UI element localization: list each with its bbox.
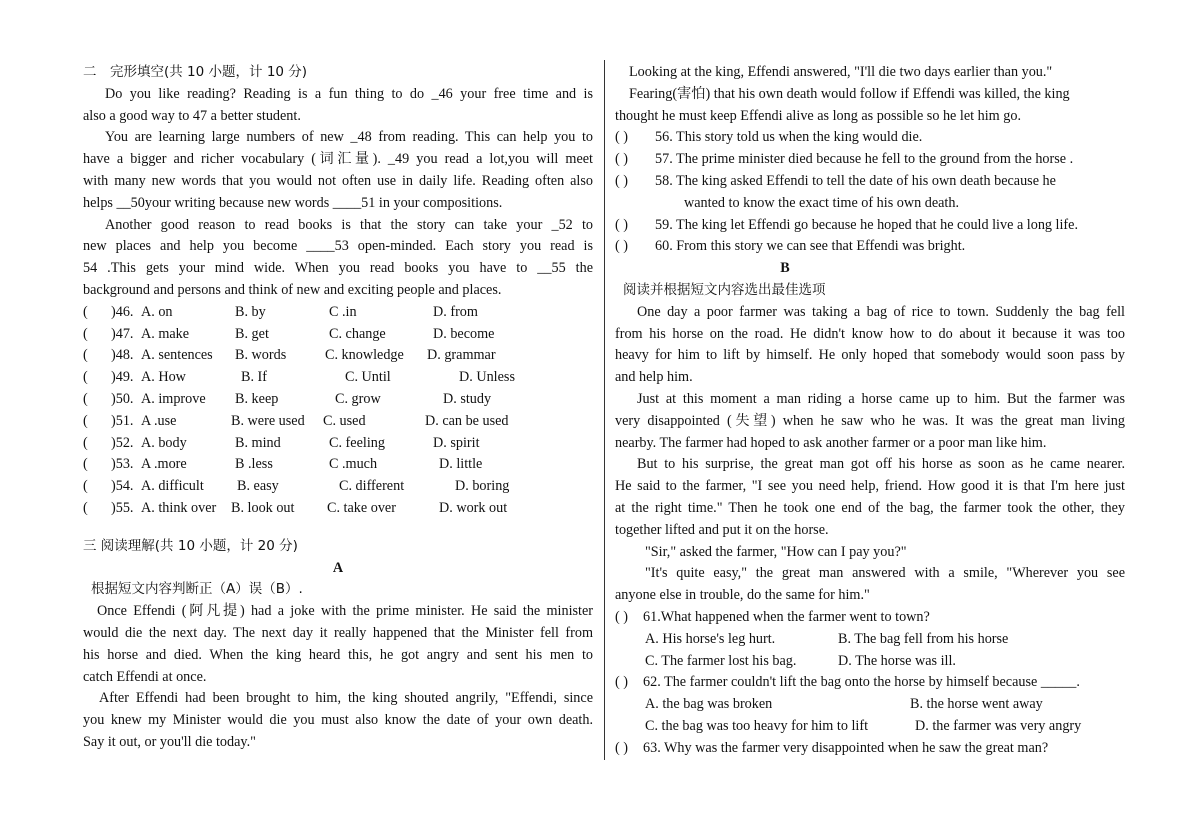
cloze-option-row [83,345,593,367]
option-a: A. make [141,325,190,342]
cloze-option-row [83,411,593,433]
passage-a-line-6: you knew my Minister would die you must also know the date of your own death. [83,712,593,729]
question-text: 56. This story told us when the king would die. [655,129,923,146]
option-c: C. different [339,478,405,495]
option-a: A. His horse's leg hurt. [645,630,776,647]
mc-question-63 [615,738,1125,760]
question-text: 63. Why was the farmer very disappointed when he saw the great man? [643,739,1049,756]
answer-blank[interactable]: ( ) [615,238,628,255]
option-d: D. boring [455,478,510,495]
mc-question-61 [615,607,1125,629]
question-text: 60. From this story we can see that Effendi was bright. [655,238,966,255]
passage-a-line-5: After Effendi had been brought to him, the king shouted angrily, "Effendi, since [99,690,593,707]
part-a-heading: A [332,559,344,576]
option-a: A .more [141,456,187,473]
answer-blank[interactable]: ( [83,303,88,320]
option-c: C. take over [327,499,396,516]
option-d: D. spirit [433,434,480,451]
answer-blank[interactable]: ( ) [615,674,628,691]
answer-blank[interactable]: ( ) [615,216,628,233]
option-b: B. get [235,325,269,342]
passage-b-line-4: and help him. [615,369,693,386]
option-d: D. The horse was ill. [838,652,956,669]
passage-a-line-7: Say it out, or you'll die today." [83,733,256,750]
option-b: B. The bag fell from his horse [838,630,1009,647]
cloze-option-row [83,367,593,389]
option-d: D. little [439,456,483,473]
cloze-section-title: 二 完形填空(共 10 小题，计 10 分) [83,64,308,80]
cloze-option-row [83,324,593,346]
option-c: C. used [323,412,366,429]
option-a: A. body [141,434,187,451]
answer-blank[interactable]: ( [83,499,88,516]
answer-blank[interactable]: ( [83,390,88,407]
option-b: B. look out [231,499,295,516]
tf-question-58-continued: wanted to know the exact time of his own death. [684,194,960,211]
answer-blank[interactable]: ( ) [615,739,628,756]
passage-b-line-10: at the right time." Then he took one end of the bag, the farmer took the other, they [615,499,1125,516]
cloze-line-5: with many new words that you would not often use in daily life. Reading often also [83,172,593,189]
cloze-line-9: 54 .This gets your mind wide. When you read books you have to __55 the [83,260,593,277]
passage-b-line-14: anyone else in trouble, do the same for him." [615,587,870,604]
cloze-option-row [83,302,593,324]
mc-61-options-ab [615,629,1125,651]
answer-blank[interactable]: ( [83,456,88,473]
option-c: C. change [329,325,386,342]
passage-b-line-11: together lifted and put it on the horse. [615,521,829,538]
option-c: C. grow [335,390,381,407]
passage-a-line-4: catch Effendi at once. [83,668,207,685]
answer-blank[interactable]: ( [83,412,88,429]
option-a: A. the bag was broken [645,696,773,713]
tf-question-57 [615,149,1125,171]
option-b: B. keep [235,390,279,407]
option-d: D. can be used [425,412,509,429]
option-b: B. If [241,369,268,386]
answer-blank[interactable]: ( [83,369,88,386]
option-c: C .much [329,456,378,473]
part-b-heading: B [780,260,790,277]
answer-blank[interactable]: ( ) [615,129,628,146]
option-b: B. were used [231,412,305,429]
option-d: D. from [433,303,478,320]
part-a-instructions: 根据短文内容判断正（A）误（B）. [91,581,303,598]
question-number: )49. [111,369,134,386]
answer-blank[interactable]: ( ) [615,608,628,625]
cloze-option-row [83,389,593,411]
question-number: )54. [111,478,134,495]
cloze-option-row [83,476,593,498]
option-a: A .use [141,412,177,429]
question-text: 57. The prime minister died because he fell to the ground from the horse . [655,151,1074,168]
option-d: D. study [443,390,492,407]
passage-b-line-13: "It's quite easy," the great man answered with a smile, "Wherever you see [645,565,1125,582]
mc-62-options-cd [615,716,1125,738]
option-a: A. on [141,303,173,320]
passage-a-cont-line-3: thought he must keep Effendi alive as long as possible so he let him go. [615,107,1021,124]
answer-blank[interactable]: ( [83,478,88,495]
question-number: )47. [111,325,134,342]
right-column [615,62,1125,760]
passage-a-line-2: would die the next day. The next day it really happened that the Minister fell from [83,624,593,641]
question-number: )52. [111,434,134,451]
question-number: )53. [111,456,134,473]
cloze-line-2: also a good way to 47 a better student. [83,107,301,124]
tf-question-59 [615,215,1125,237]
passage-b-line-5: Just at this moment a man riding a horse came up to him. But the farmer was [637,390,1125,407]
question-number: )46. [111,303,134,320]
cloze-line-10: background and persons and think of new and exciting people and places. [83,281,502,298]
answer-blank[interactable]: ( [83,325,88,342]
answer-blank[interactable]: ( ) [615,172,628,189]
option-c: C. Until [345,369,391,386]
option-c: C. the bag was too heavy for him to lift [645,717,869,734]
cloze-options-list [83,302,593,520]
cloze-line-8: new places and help you become ____53 open-minded. Each story you read is [83,238,593,255]
option-a: A. How [141,369,186,386]
option-b: B. by [235,303,266,320]
cloze-option-row [83,498,593,520]
question-number: )51. [111,412,134,429]
reading-section-title: 三 阅读理解(共 10 小题，计 20 分) [83,537,298,554]
question-text: 61.What happened when the farmer went to town? [643,608,930,625]
option-c: C. feeling [329,434,385,451]
cloze-line-7: Another good reason to read books is that the story can take your _52 to [105,216,593,233]
tf-question-60 [615,236,1125,258]
option-a: A. difficult [141,478,204,495]
passage-b-line-6: very disappointed (失望) when he saw who he was. It was the great man living [615,412,1125,429]
passage-a-line-1: Once Effendi (阿凡提) had a joke with the prime minister. He said the minister [97,603,593,620]
passage-a-line-3: his horse and died. When the king heard this, he got angry and sent his men to [83,646,593,663]
option-a: A. improve [141,390,206,407]
option-a: A. think over [141,499,217,516]
option-a: A. sentences [141,347,213,364]
option-c: C. The farmer lost his bag. [645,652,797,669]
option-b: B. the horse went away [910,696,1043,713]
tf-question-56 [615,127,1125,149]
passage-b-line-1: One day a poor farmer was taking a bag of rice to town. Suddenly the bag fell [637,303,1125,320]
part-b-instructions: 阅读并根据短文内容选出最佳选项 [623,281,826,298]
mc-62-options-ab [615,694,1125,716]
question-text: 59. The king let Effendi go because he hoped that he could live a long life. [655,216,1079,233]
cloze-option-row [83,454,593,476]
question-number: )50. [111,390,134,407]
mc-61-options-cd [615,651,1125,673]
option-c: C .in [329,303,357,320]
option-d: D. the farmer was very angry [915,717,1082,734]
question-text: 62. The farmer couldn't lift the bag onto the horse by himself because _____. [643,674,1080,691]
question-number: )55. [111,499,134,516]
column-divider [604,60,605,760]
option-d: D. grammar [427,347,496,364]
passage-b-line-7: nearby. The farmer had hoped to ask another farmer or a poor man like him. [615,434,1047,451]
answer-blank[interactable]: ( [83,434,88,451]
option-d: D. become [433,325,495,342]
tf-question-58 [615,171,1125,193]
passage-b-line-2: from his horse on the road. He didn't know how to do about it because it was too [615,325,1125,342]
cloze-line-3: You are learning large numbers of new _48 from reading. This can help you to [105,129,593,146]
passage-b-line-3: heavy for him to lift by himself. He only hoped that somebody would soon pass by [615,347,1125,364]
option-d: D. work out [439,499,508,516]
option-d: D. Unless [459,369,515,386]
passage-b-line-9: He said to the farmer, "I see you need help, friend. How good it is that I'm here just [615,478,1125,495]
mc-question-62 [615,672,1125,694]
option-c: C. knowledge [325,347,404,364]
cloze-line-6: helps __50your writing because new words ____51 in your compositions. [83,194,503,211]
option-b: B .less [235,456,273,473]
answer-blank[interactable]: ( [83,347,88,364]
answer-blank[interactable]: ( ) [615,151,628,168]
passage-a-cont-line-1: Looking at the king, Effendi answered, "I'll die two days earlier than you." [629,64,1053,80]
cloze-line-1: Do you like reading? Reading is a fun thing to do _46 your free time and is [105,85,593,102]
option-b: B. easy [237,478,279,495]
passage-b-line-12: "Sir," asked the farmer, "How can I pay you?" [645,543,907,560]
question-number: )48. [111,347,134,364]
left-column [83,62,593,754]
question-text: 58. The king asked Effendi to tell the date of his own death because he [655,172,1056,189]
cloze-option-row [83,433,593,455]
option-b: B. mind [235,434,281,451]
cloze-line-4: have a bigger and richer vocabulary (词汇量). _49 you read a lot,you will meet [83,151,593,168]
option-b: B. words [235,347,287,364]
passage-b-line-8: But to his surprise, the great man got off his horse as soon as he came nearer. [637,456,1125,473]
passage-a-cont-line-2: Fearing(害怕) that his own death would follow if Effendi was killed, the king [629,85,1070,102]
